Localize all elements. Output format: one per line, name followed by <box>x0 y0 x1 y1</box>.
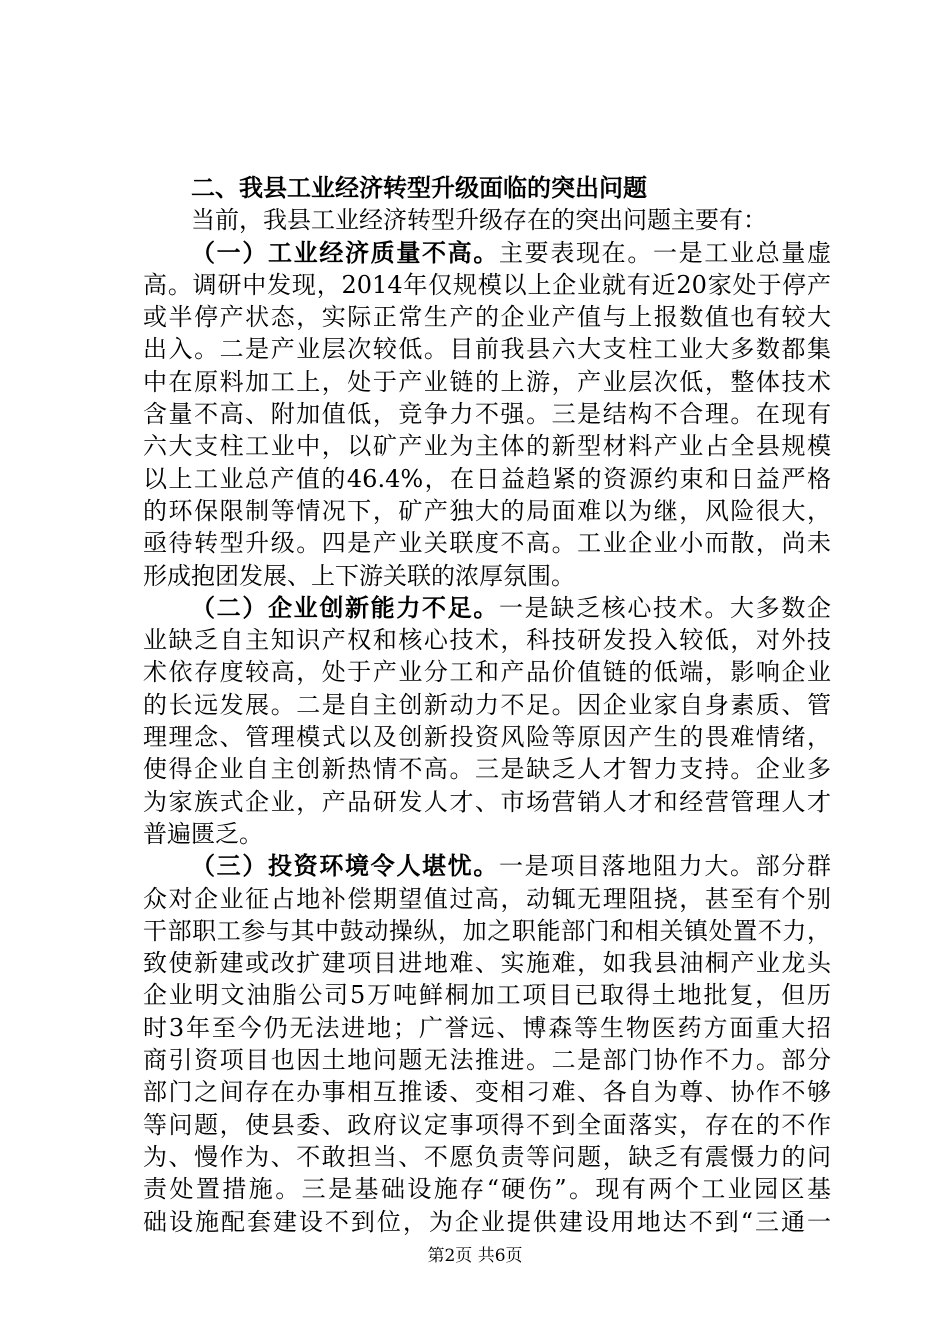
paragraph-1-line: 中在原料加工上，处于产业链的上游，产业层次低，整体技术 <box>143 367 831 396</box>
paragraph-1-line: 亟待转型升级。四是产业关联度不高。工业企业小而散，尚未 <box>143 529 831 558</box>
paragraph-1-line: 含量不高、附加值低，竞争力不强。三是结构不合理。在现有 <box>143 400 831 429</box>
paragraph-3-line: 一是项目落地阻力大。部分群 <box>499 852 831 881</box>
paragraph-2-line: 理理念、管理模式以及创新投资风险等原因产生的畏难情绪， <box>143 723 831 752</box>
paragraph-2-line: 的长远发展。二是自主创新动力不足。因企业家自身素质、管 <box>143 690 831 719</box>
paragraph-2-first-line <box>143 592 831 624</box>
paragraph-2-line: 业缺乏自主知识产权和核心技术，科技研发投入较低，对外技 <box>143 626 831 655</box>
section-heading: 二、我县工业经济转型升级面临的突出问题 <box>191 174 647 202</box>
paragraph-3-line: 致使新建或改扩建项目进地难、实施难，如我县油桐产业龙头 <box>143 949 831 978</box>
paragraph-3-line: 等问题，使县委、政府议定事项得不到全面落实，存在的不作 <box>143 1110 831 1139</box>
paragraph-1-line: 六大支柱工业中，以矿产业为主体的新型材料产业占全县规模 <box>143 432 831 461</box>
paragraph-3-title: （三）投资环境令人堪忧。 <box>191 852 499 881</box>
paragraph-2-line: 术依存度较高，处于产业分工和产品价值链的低端，影响企业 <box>143 658 831 687</box>
paragraph-1-first-line <box>143 237 831 269</box>
paragraph-1-line: 形成抱团发展、上下游关联的浓厚氛围。 <box>143 561 575 590</box>
paragraph-1-line: 高。调研中发现，2014年仅规模以上企业就有近20家处于停产 <box>143 270 831 299</box>
paragraph-2-line: 一是缺乏核心技术。大多数企 <box>499 593 831 622</box>
paragraph-1-line: 主要表现在。一是工业总量虚 <box>499 238 831 267</box>
paragraph-3-first-line <box>143 850 831 882</box>
paragraph-3-line: 责处置措施。三是基础设施存“硬伤”。现有两个工业园区基 <box>143 1175 831 1204</box>
paragraph-3-line: 为、慢作为、不敢担当、不愿负责等问题，缺乏有震慑力的问 <box>143 1142 831 1171</box>
paragraph-2-line: 为家族式企业，产品研发人才、市场营销人才和经营管理人才 <box>143 787 831 816</box>
paragraph-2-line: 普遍匮乏。 <box>143 819 263 848</box>
intro-paragraph: 当前，我县工业经济转型升级存在的突出问题主要有： <box>191 206 767 235</box>
paragraph-3-line: 干部职工参与其中鼓动操纵，加之职能部门和相关镇处置不力， <box>143 916 831 945</box>
paragraph-1-line: 以上工业总产值的46.4%，在日益趋紧的资源约束和日益严格 <box>143 464 831 493</box>
paragraph-1-line: 的环保限制等情况下，矿产独大的局面难以为继，风险很大， <box>143 496 831 525</box>
paragraph-3-line: 商引资项目也因土地问题无法推进。二是部门协作不力。部分 <box>143 1046 831 1075</box>
paragraph-2-title: （二）企业创新能力不足。 <box>191 593 499 622</box>
document-body <box>143 172 831 1238</box>
paragraph-1-line: 或半停产状态，实际正常生产的企业产值与上报数值也有较大 <box>143 303 831 332</box>
paragraph-3-line: 础设施配套建设不到位，为企业提供建设用地达不到“三通一 <box>143 1207 831 1236</box>
paragraph-3-line: 企业明文油脂公司5万吨鲜桐加工项目已取得土地批复，但历 <box>143 981 831 1010</box>
paragraph-3-line: 时3年至今仍无法进地；广誉远、博森等生物医药方面重大招 <box>143 1013 831 1042</box>
paragraph-1-title: （一）工业经济质量不高。 <box>191 238 499 267</box>
page-footer: 第2页 共6页 <box>427 1246 523 1266</box>
paragraph-1-line: 出入。二是产业层次较低。目前我县六大支柱工业大多数都集 <box>143 335 831 364</box>
paragraph-3-line: 众对企业征占地补偿期望值过高，动辄无理阻挠，甚至有个别 <box>143 884 831 913</box>
paragraph-2-line: 使得企业自主创新热情不高。三是缺乏人才智力支持。企业多 <box>143 755 831 784</box>
paragraph-3-line: 部门之间存在办事相互推诿、变相刁难、各自为尊、协作不够 <box>143 1078 831 1107</box>
